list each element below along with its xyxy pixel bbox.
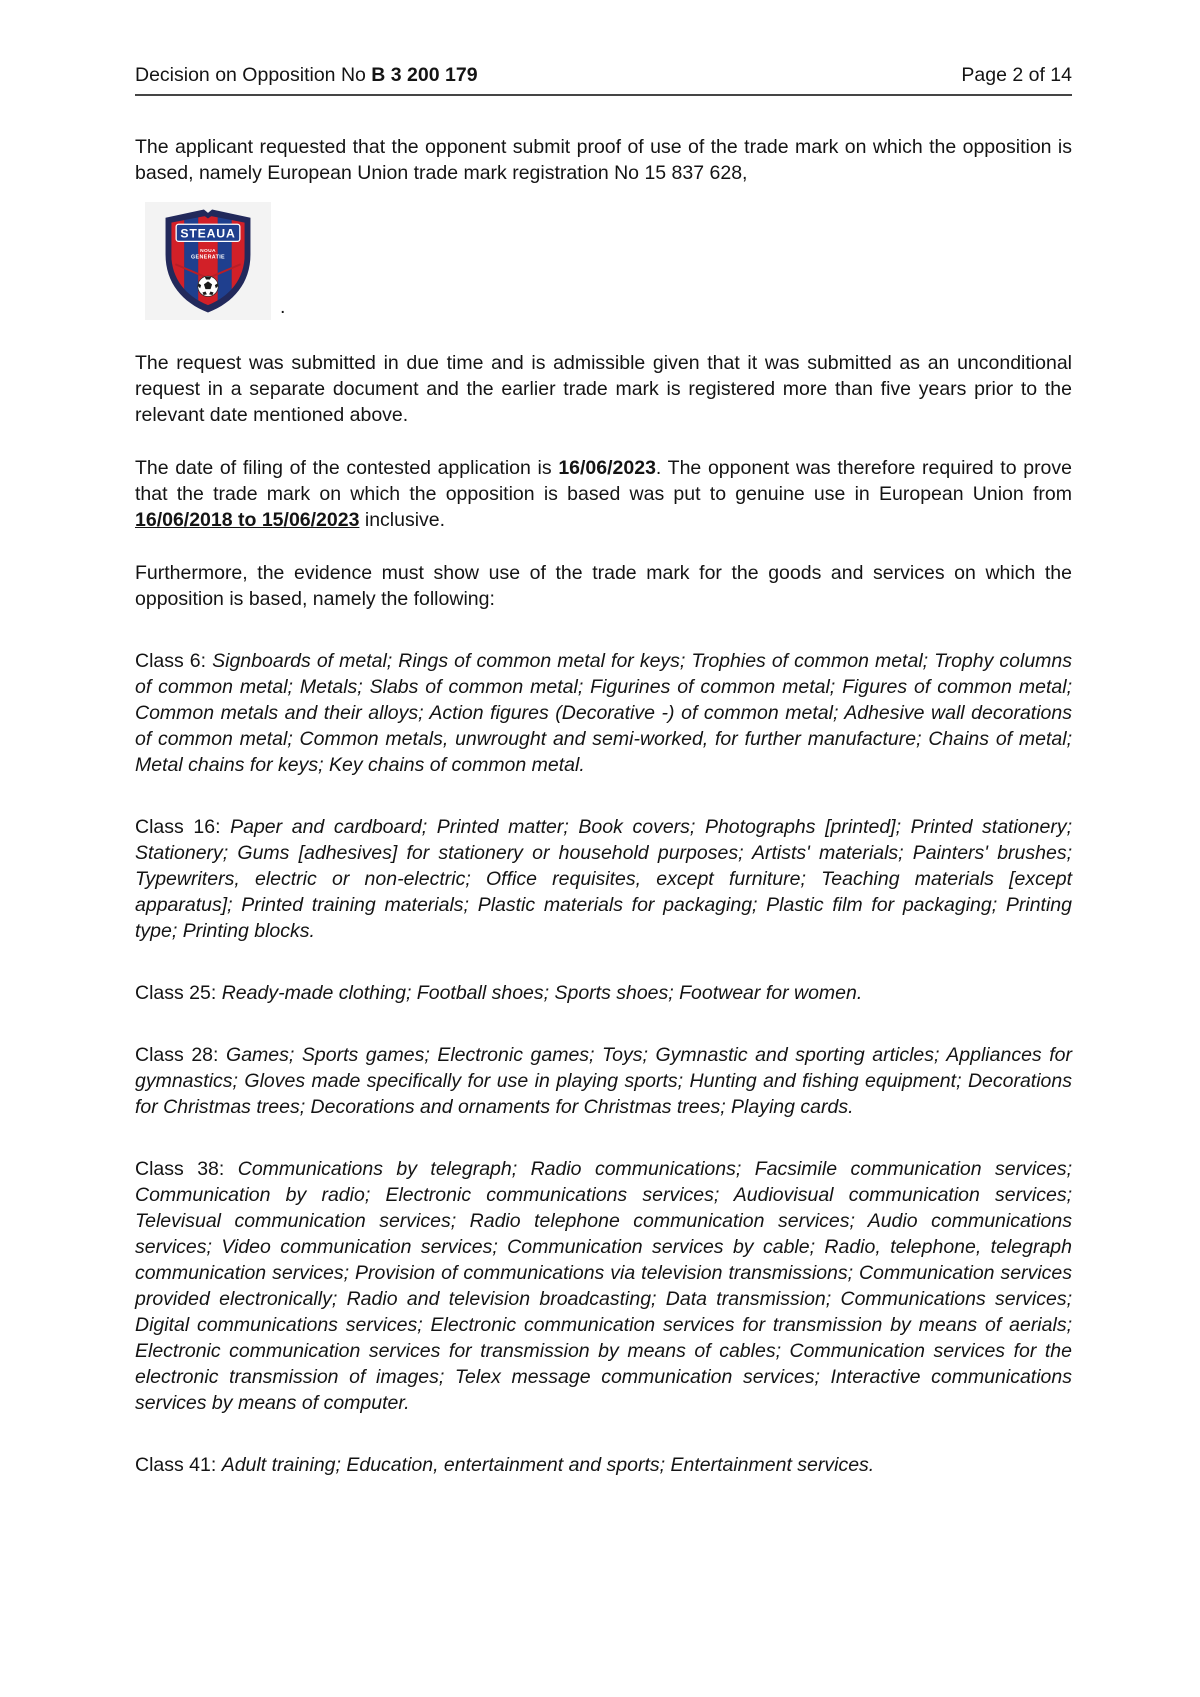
logo-subtitle-line1: NOUA xyxy=(200,249,216,255)
decision-title-text: Decision on Opposition No xyxy=(135,64,372,86)
document-body xyxy=(135,134,1072,1478)
trademark-logo xyxy=(145,202,271,320)
class-goods-text: Signboards of metal; Rings of common metal for keys; Trophies of common metal; Trophy columns of common metal; Metals; Slabs of common metal; Figurines of common metal; Figures of common metal; Common metals and their alloys; Action figures (Decorative -) of common metal; Adhesive wall decorations of common metal; Common metals, unwrought and semi-worked, for further manufacture; Chains of metal; Metal chains for keys; Key chains of common metal. xyxy=(135,650,1073,776)
class-goods-text: Communications by telegraph; Radio communications; Facsimile communication services; Communication by radio; Electronic communications services; Audiovisual communication services; Televisual communication services; Radio telephone communication services; Audio communications services; Video communication services; Communication services by cable; Radio, telephone, telegraph communication services; Provision of communications via television transmissions; Communication services provided electronically; Radio and television broadcasting; Data transmission; Communications services; Digital communications services; Electronic communication services for transmission by means of aerials; Electronic communication services for transmission by means of cables; Communication services for the electronic transmission of images; Telex message communication services; Interactive communications services by means of computer. xyxy=(135,1158,1072,1414)
class-label: Class 28: xyxy=(135,1044,227,1066)
opposition-number: B 3 200 179 xyxy=(371,64,478,86)
class-25-paragraph xyxy=(135,980,1072,1006)
filing-text-2: . The opponent was therefore required to prove that the trade mark on which the opposition is based was put to genuine use in European Union from xyxy=(135,457,1073,505)
paragraph-proof-of-use-text: The applicant requested that the opponent submit proof of use of the trade mark on which the opposition is based, namely European Union trade mark registration No 15 837 628, xyxy=(135,136,1072,184)
paragraph-request-admissible-text: The request was submitted in due time and is admissible given that it was submitted as an unconditional request in a separate document and the earlier trade mark is registered more than five years prior to the relevant date mentioned above. xyxy=(135,352,1072,426)
class-label: Class 38: xyxy=(135,1158,238,1180)
class-goods-text: Games; Sports games; Electronic games; Toys; Gymnastic and sporting articles; Appliances for gymnastics; Gloves made specifically for use in playing sports; Hunting and fishing equipment; Decorations for Christmas trees; Decorations and ornaments for Christmas trees; Playing cards. xyxy=(135,1044,1073,1118)
soccer-ball-icon xyxy=(198,276,218,296)
class-label: Class 6: xyxy=(135,650,213,672)
filing-date-value: 16/06/2023 xyxy=(558,457,656,479)
paragraph-proof-of-use-request xyxy=(135,134,1072,186)
class-38-paragraph xyxy=(135,1156,1072,1416)
class-6-paragraph xyxy=(135,648,1072,778)
class-goods-text: Adult training; Education, entertainment and sports; Entertainment services. xyxy=(221,1454,875,1476)
logo-title-text: STEAUA xyxy=(180,226,236,241)
class-goods-text: Paper and cardboard; Printed matter; Book covers; Photographs [printed]; Printed stationery; Stationery; Gums [adhesives] for stationery or household purposes; Artists' materials; Painters' brushes; Typewriters, electric or non-electric; Office requisites, except furniture; Teaching materials [except apparatus]; Printed training materials; Plastic materials for packaging; Plastic film for packaging; Printing type; Printing blocks. xyxy=(135,816,1072,942)
page-header xyxy=(135,64,1072,96)
trademark-logo-block xyxy=(145,202,1072,320)
decision-title xyxy=(135,64,478,87)
logo-trailing-period: . xyxy=(280,296,286,318)
class-goods-text: Ready-made clothing; Football shoes; Sports shoes; Footwear for women. xyxy=(221,982,863,1004)
paragraph-request-admissible xyxy=(135,350,1072,428)
logo-subtitle-line2: GENERATIE xyxy=(191,254,225,261)
paragraph-furthermore xyxy=(135,560,1072,612)
class-label: Class 25: xyxy=(135,982,222,1004)
steaua-shield-icon xyxy=(159,207,257,315)
class-41-paragraph xyxy=(135,1452,1072,1478)
paragraph-furthermore-text: Furthermore, the evidence must show use of the trade mark for the goods and services on which the opposition is based, namely the following: xyxy=(135,562,1072,610)
use-period-range: 16/06/2018 to 15/06/2023 xyxy=(135,509,360,531)
class-28-paragraph xyxy=(135,1042,1072,1120)
filing-text-3: inclusive. xyxy=(359,509,446,531)
class-label: Class 41: xyxy=(135,1454,222,1476)
filing-text-1: The date of filing of the contested application is xyxy=(135,457,559,479)
page-number: Page 2 of 14 xyxy=(961,64,1072,86)
class-16-paragraph xyxy=(135,814,1072,944)
paragraph-filing-date xyxy=(135,455,1072,533)
class-label: Class 16: xyxy=(135,816,231,838)
